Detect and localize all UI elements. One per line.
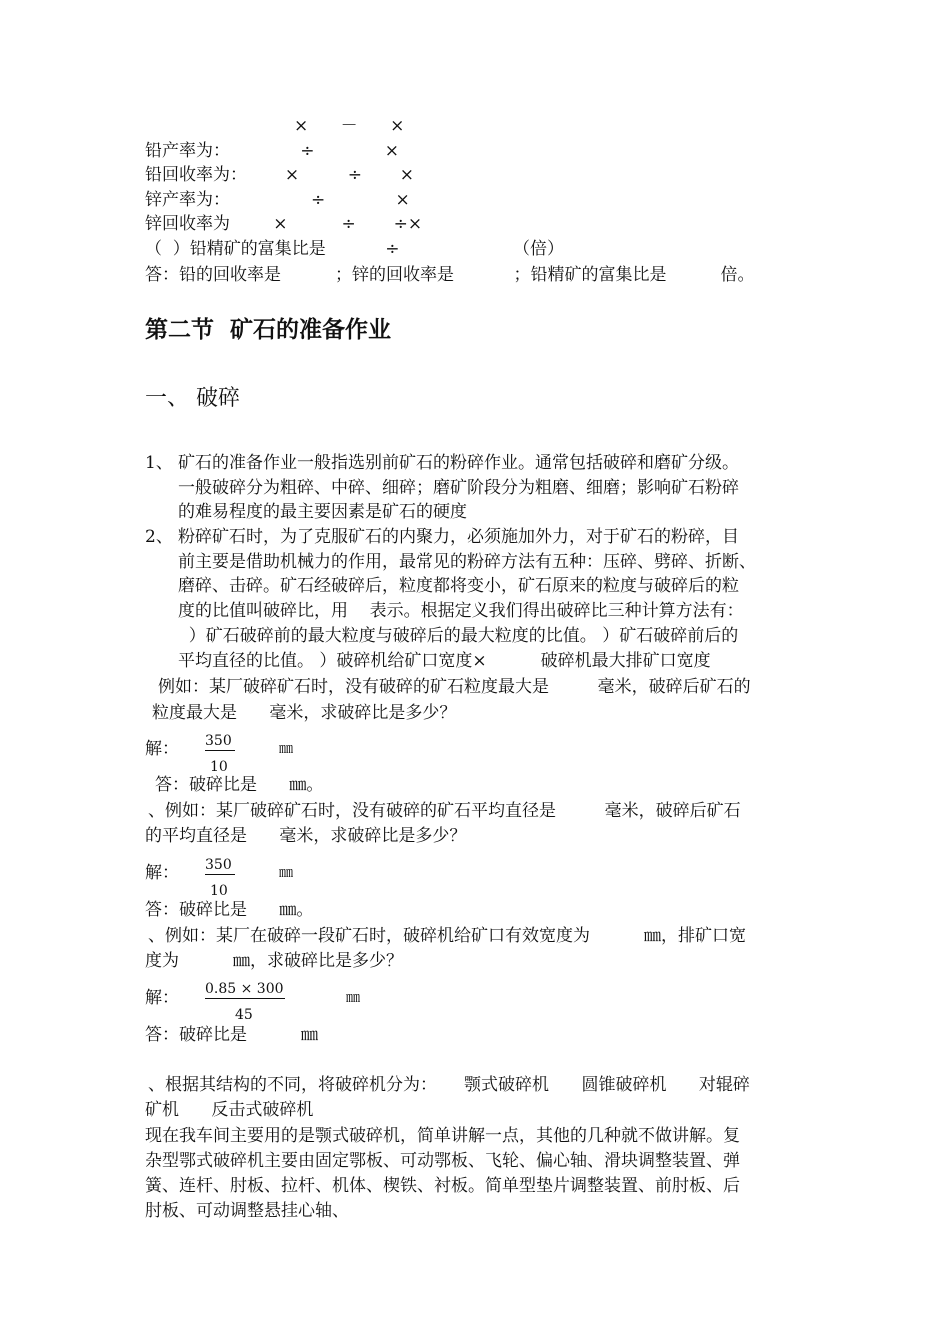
fraction [205, 857, 245, 901]
example2-line: 、例如：某厂破碎矿石时，没有破碎的矿石平均直径是 毫米，破碎后矿石 [148, 801, 741, 821]
calc-line-lead-recovery: 铅回收率为： × ÷ × [145, 165, 415, 185]
calc-line-zinc-yield: 锌产率为： ÷ × [145, 190, 410, 210]
calc-answer: 答：铅的回收率是 ；锌的回收率是 ；铅精矿的富集比是 倍。 [145, 265, 755, 285]
list-item-number: 1、 [145, 453, 173, 473]
item2-line: 前主要是借助机械力的作用，最常见的粉碎方法有五种：压碎、劈碎、折断、 [178, 552, 756, 572]
unit-label: ㎜ [346, 990, 360, 1006]
section-title: 第二节 矿石的准备作业 [145, 317, 392, 343]
item2-line: 度的比值叫破碎比，用 表示。根据定义我们得出破碎比三种计算方法有： [178, 601, 744, 621]
example1-line: 粒度最大是 毫米，求破碎比是多少？ [152, 703, 457, 723]
crusher-types-line: 矿机 反击式破碎机 [145, 1100, 314, 1120]
solve-label: 解： [145, 988, 179, 1008]
example2-line: 的平均直径是 毫米，求破碎比是多少？ [145, 826, 467, 846]
calc-line-enrichment: （ ）铅精矿的富集比是 ÷ （倍） [145, 239, 564, 259]
calc-line-lead-yield: 铅产率为： ÷ × [145, 141, 399, 161]
fraction-numerator: 350 [205, 857, 232, 873]
fraction-bar [205, 998, 285, 999]
list-item-number: 2、 [145, 527, 173, 547]
calc-line: × － × [294, 116, 405, 136]
paragraph-line: 现在我车间主要用的是颚式破碎机，简单讲解一点，其他的几种就不做讲解。复 [145, 1126, 740, 1146]
solve-label: 解： [145, 863, 179, 883]
subsection-title: 一、 破碎 [145, 386, 240, 411]
calc-line-zinc-recovery: 锌回收率为 × ÷ ÷× [145, 214, 423, 234]
fraction [205, 981, 287, 1025]
item1-line: 一般破碎分为粗碎、中碎、细碎；磨矿阶段分为粗磨、细磨；影响矿石粉碎 [178, 478, 739, 498]
solve-label: 解： [145, 739, 179, 759]
crusher-types-line: 、根据其结构的不同，将破碎机分为： 颚式破碎机 圆锥破碎机 对辊碎 [148, 1075, 750, 1095]
example1-answer: 答：破碎比是 ㎜。 [155, 775, 324, 795]
fraction-denominator: 45 [235, 1007, 253, 1023]
unit-label: ㎜ [279, 741, 293, 757]
fraction-denominator: 10 [210, 759, 228, 775]
example3-answer: 答：破碎比是 ㎜ [145, 1025, 319, 1045]
fraction-denominator: 10 [210, 883, 228, 899]
item2-line: 平均直径的比值。 ）破碎机给矿口宽度× 破碎机最大排矿口宽度 [178, 651, 711, 671]
item1-line: 矿石的准备作业一般指选别前矿石的粉碎作业。通常包括破碎和磨矿分级。 [178, 453, 739, 473]
paragraph-line: 簧、连杆、肘板、拉杆、机体、楔铁、衬板。简单型垫片调整装置、前肘板、后 [145, 1176, 740, 1196]
fraction-numerator: 350 [205, 733, 232, 749]
example2-answer: 答：破碎比是 ㎜。 [145, 900, 314, 920]
fraction-numerator: 0.85 × 300 [205, 981, 284, 997]
example3-line: 度为 ㎜，求破碎比是多少？ [145, 951, 404, 971]
paragraph-line: 肘板、可动调整悬挂心轴、 [145, 1201, 349, 1221]
item1-line: 的难易程度的最主要因素是矿石的硬度 [178, 502, 467, 522]
fraction [205, 733, 245, 777]
paragraph-line: 杂型鄂式破碎机主要由固定鄂板、可动鄂板、飞轮、偏心轴、滑块调整装置、弹 [145, 1151, 740, 1171]
example1-line: 例如：某厂破碎矿石时，没有破碎的矿石粒度最大是 毫米，破碎后矿石的 [158, 677, 751, 697]
item2-line: 磨碎、击碎。矿石经破碎后，粒度都将变小，矿石原来的粒度与破碎后的粒 [178, 576, 739, 596]
item2-line: 粉碎矿石时，为了克服矿石的内聚力，必须施加外力，对于矿石的粉碎，目 [178, 527, 739, 547]
fraction-bar [205, 750, 235, 751]
item2-line: ）矿石破碎前的最大粒度与破碎后的最大粒度的比值。 ）矿石破碎前后的 [178, 626, 739, 646]
unit-label: ㎜ [279, 865, 293, 881]
example3-line: 、例如：某厂在破碎一段矿石时，破碎机给矿口有效宽度为 ㎜，排矿口宽 [148, 926, 747, 946]
fraction-bar [205, 874, 235, 875]
